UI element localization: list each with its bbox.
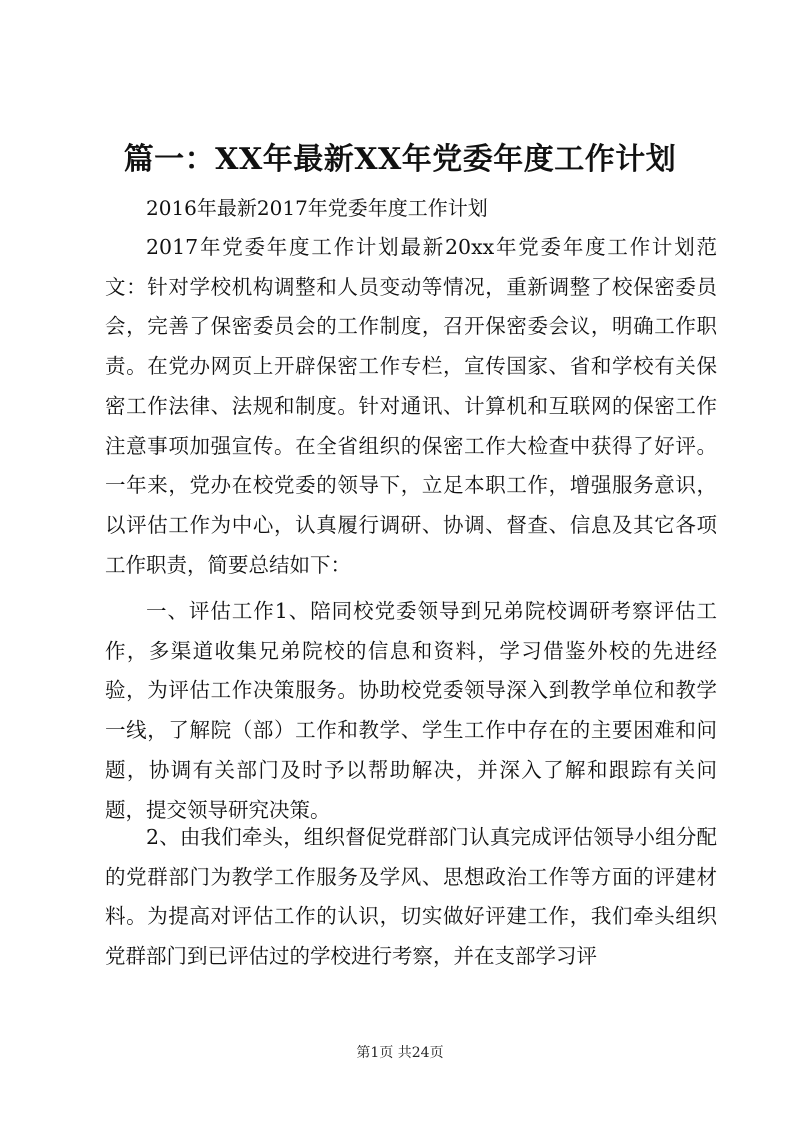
- document-title: 篇一：XX年最新XX年党委年度工作计划: [123, 142, 677, 177]
- paragraph-2: 一、评估工作1、陪同校党委领导到兄弟院校调研考察评估工作，多渠道收集兄弟院校的信息和资料，学习借鉴外校的先进经验，为评估工作决策服务。协助校党委领导深入到教学单位和教学一线，了解院（部）工作和教学、学生工作中存在的主要困难和问题，协调有关部门及时予以帮助解决，并深入了解和跟踪有关问题，提交领导研究决策。: [105, 599, 717, 822]
- paragraph-3: 2、由我们牵头，组织督促党群部门认真完成评估领导小组分配的党群部门为教学工作服务及学风、思想政治工作等方面的评建材料。为提高对评估工作的认识，切实做好评建工作，我们牵头组织党群部门到已评估过的学校进行考察，并在支部学习评: [105, 825, 717, 969]
- page-footer: 第1页 共24页: [356, 1045, 444, 1061]
- document-subtitle: 2016年最新2017年党委年度工作计划: [146, 196, 488, 220]
- paragraph-1: 2017年党委年度工作计划最新20xx年党委年度工作计划范文：针对学校机构调整和人员变动等情况，重新调整了校保密委员会，完善了保密委员会的工作制度，召开保密委会议，明确工作职责。在党办网页上开辟保密工作专栏，宣传国家、省和学校有关保密工作法律、法规和制度。针对通讯、计算机和互联网的保密工作注意事项加强宣传。在全省组织的保密工作大检查中获得了好评。一年来，党办在校党委的领导下，立足本职工作，增强服务意识，以评估工作为中心，认真履行调研、协调、督查、信息及其它各项工作职责，简要总结如下：: [105, 235, 717, 577]
